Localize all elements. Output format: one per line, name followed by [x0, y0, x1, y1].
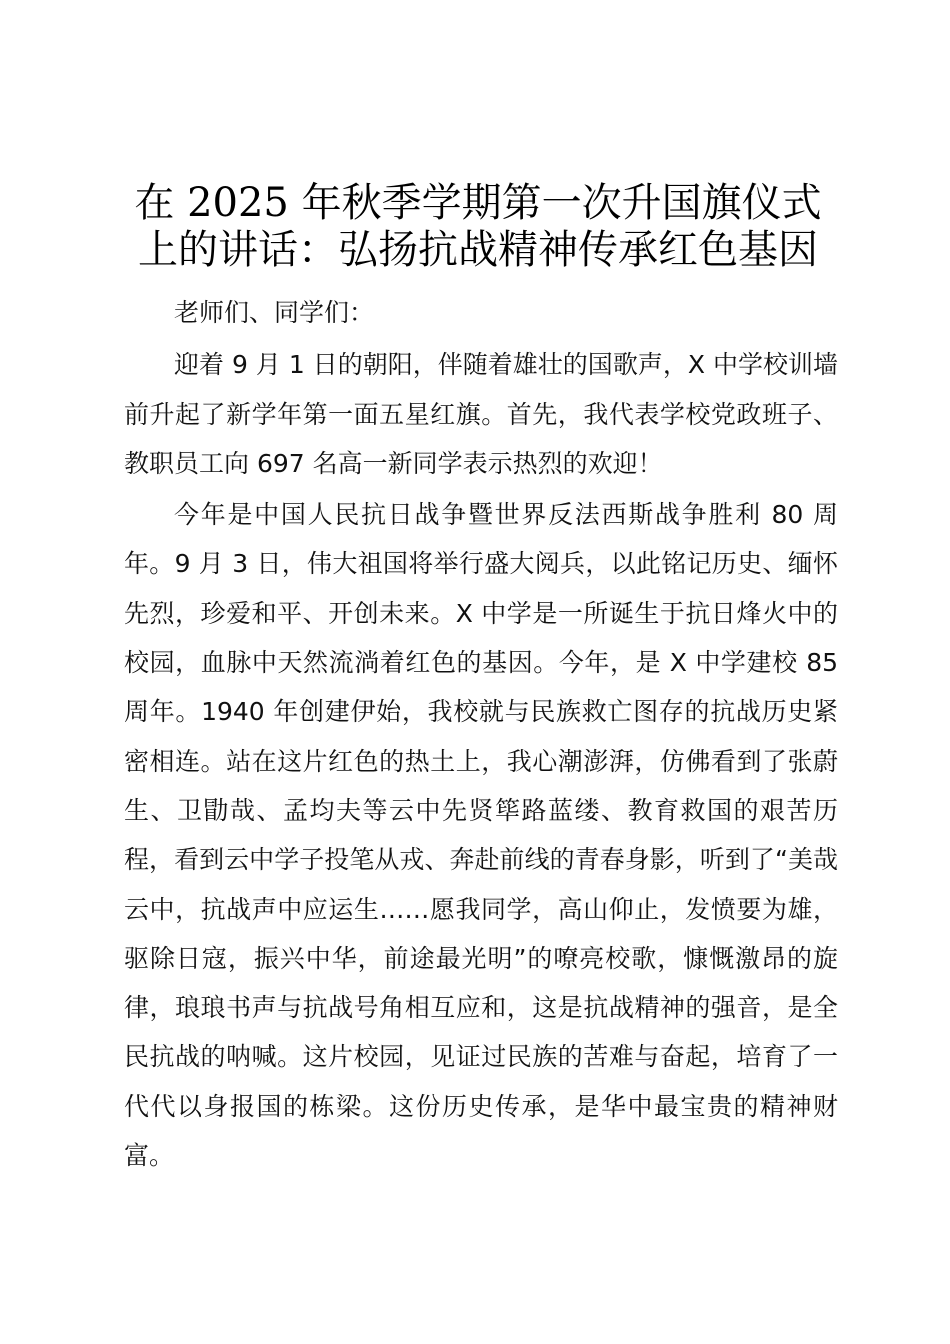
paragraph-welcome: 迎着 9 月 1 日的朝阳，伴随着雄壮的国歌声，X 中学校训墙前升起了新学年第一面五星红旗。首先，我代表学校党政班子、教职员工向 697 名高一新同学表示热烈的欢迎！	[124, 350, 838, 478]
salutation: 老师们、同学们：	[174, 298, 375, 327]
paragraph-history: 今年是中国人民抗日战争暨世界反法西斯战争胜利 80 周年。9 月 3 日，伟大祖国将举行盛大阅兵，以此铭记历史、缅怀先烈，珍爱和平、开创未来。X 中学是一所诞生于抗日烽火中的校园，血脉中天然流淌着红色的基因。今年，是 X 中学建校 85 周年。1940 年创建伊始，我校就与民族救亡图存的抗战历史紧密相连。站在这片红色的热土上，我心潮澎湃，仿佛看到了张蔚生、卫勖哉、孟均夫等云中先贤筚路蓝缕、教育救国的艰苦历程，看到云中学子投笔从戎、奔赴前线的青春身影，听到了“美哉云中，抗战声中应运生……愿我同学，高山仰止，发愤要为雄，驱除日寇，振兴中华，前途最光明”的嘹亮校歌，慷慨激昂的旋律，琅琅书声与抗战号角相互应和，这是抗战精神的强音，是全民抗战的呐喊。这片校园，见证过民族的苦难与奋起，培育了一代代以身报国的栋梁。这份历史传承，是华中最宝贵的精神财富。	[124, 500, 838, 1171]
document-title: 在 2025 年秋季学期第一次升国旗仪式上的讲话：弘扬抗战精神传承红色基因	[134, 180, 822, 273]
document-body	[124, 288, 838, 1180]
